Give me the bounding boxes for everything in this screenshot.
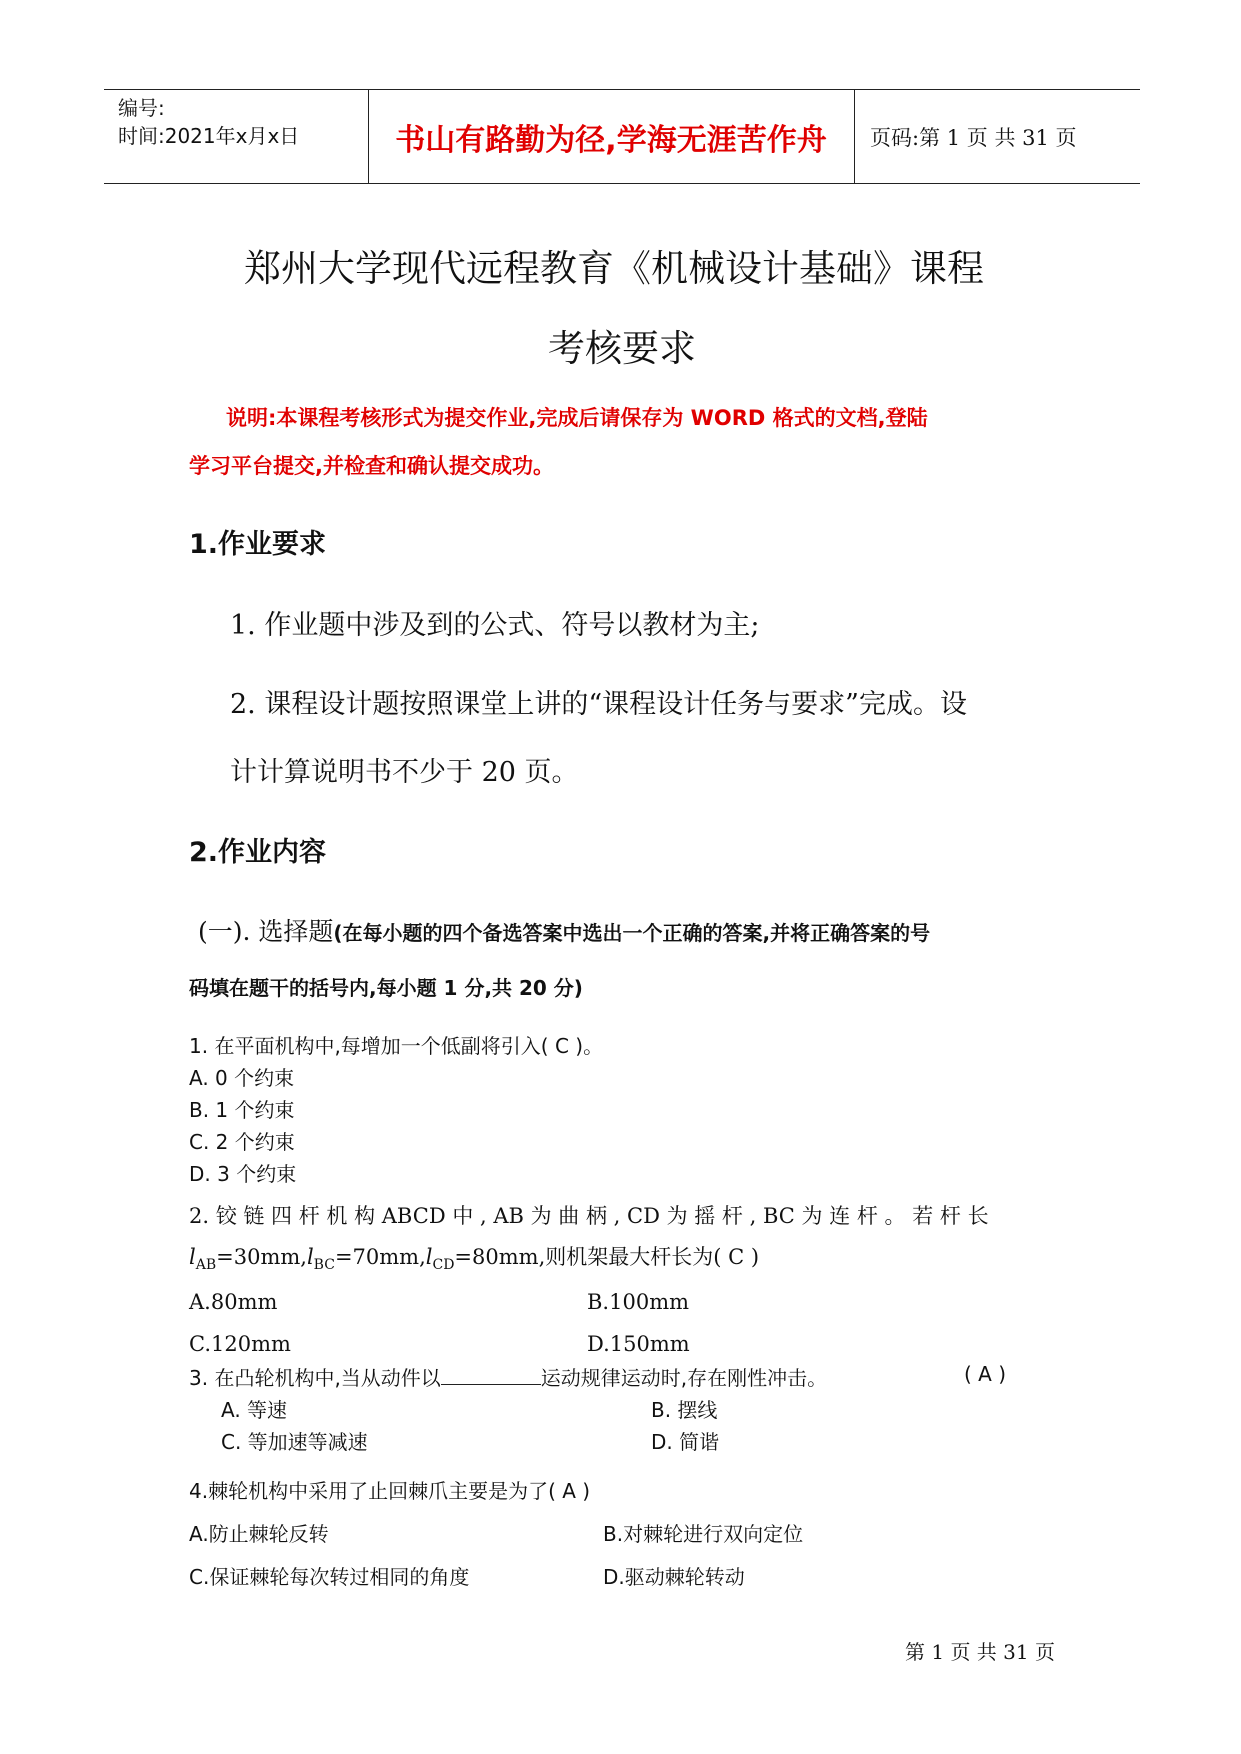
question-2-option-b: B.100mm — [587, 1290, 690, 1314]
question-2-stem-line1: 2. 铰 链 四 杆 机 构 ABCD 中 , AB 为 曲 柄 , CD 为 摇 杆 , BC 为 连 杆 。 若 杆 长 — [189, 1204, 989, 1228]
question-3-stem-before: 3. 在凸轮机构中,当从动件以 — [189, 1366, 441, 1390]
question-1-option-a: A. 0 个约束 — [189, 1066, 295, 1090]
question-2-option-c: C.120mm — [189, 1332, 291, 1356]
header-meta — [118, 94, 299, 150]
question-1-option-c: C. 2 个约束 — [189, 1130, 295, 1154]
question-4-stem: 4.棘轮机构中采用了止回棘爪主要是为了( A ) — [189, 1479, 591, 1503]
lab-subscript: AB — [195, 1257, 217, 1274]
lbc-subscript: BC — [313, 1257, 335, 1274]
question-3-stem-after: 运动规律运动时,存在刚性冲击。 — [540, 1366, 828, 1390]
page-footer: 第 1 页 共 31 页 — [905, 1640, 1055, 1664]
requirement-2-line1: 2. 课程设计题按照课堂上讲的“课程设计任务与要求”完成。设 — [230, 689, 967, 720]
lbc-value: =70mm, — [334, 1245, 426, 1269]
header-motto: 书山有路勤为径,学海无涯苦作舟 — [395, 122, 827, 158]
lcd-symbol: l — [425, 1245, 433, 1269]
header-divider-right — [854, 90, 855, 183]
question-4-option-d: D.驱动棘轮转动 — [603, 1565, 745, 1589]
question-2-option-d: D.150mm — [587, 1332, 690, 1356]
question-3-answer: ( A ) — [964, 1362, 1007, 1386]
question-1-option-b: B. 1 个约束 — [189, 1098, 295, 1122]
section2-heading: 2.作业内容 — [189, 837, 327, 868]
question-4-option-a: A.防止棘轮反转 — [189, 1522, 329, 1546]
question-2-option-a: A.80mm — [189, 1290, 278, 1314]
header-page-label: 页码:第 1 页 共 31 页 — [870, 125, 1077, 150]
choice-intro-instruction: (在每小题的四个备选答案中选出一个正确的答案,并将正确答案的号 — [333, 921, 931, 945]
notice-line2: 学习平台提交,并检查和确认提交成功。 — [189, 454, 554, 478]
question-1-stem: 1. 在平面机构中,每增加一个低副将引入( C )。 — [189, 1034, 604, 1058]
question-4-option-c: C.保证棘轮每次转过相同的角度 — [189, 1565, 470, 1589]
lab-value: =30mm, — [216, 1245, 307, 1269]
lbc-symbol: l — [306, 1245, 314, 1269]
requirement-1: 1. 作业题中涉及到的公式、符号以教材为主; — [230, 610, 760, 641]
lcd-subscript: CD — [432, 1257, 455, 1274]
header-number-label: 编号: — [118, 96, 165, 120]
question-4-option-b: B.对棘轮进行双向定位 — [603, 1522, 804, 1546]
section1-heading: 1.作业要求 — [189, 529, 327, 560]
question-3-option-d: D. 简谐 — [651, 1430, 720, 1454]
document-title-line1: 郑州大学现代远程教育《机械设计基础》课程 — [244, 247, 984, 290]
requirement-2-line2: 计计算说明书不少于 20 页。 — [230, 757, 579, 788]
question-3-blank — [441, 1366, 541, 1385]
question-2-stem-line2 — [189, 1241, 759, 1273]
choice-intro-label: (一). 选择题 — [198, 917, 334, 946]
lab-symbol: l — [189, 1245, 196, 1269]
question-3-option-c: C. 等加速等减速 — [221, 1430, 368, 1454]
question-1-option-d: D. 3 个约束 — [189, 1162, 297, 1186]
lcd-value: =80mm,则机架最大杆长为( C ) — [454, 1245, 760, 1269]
question-3-option-a: A. 等速 — [221, 1398, 288, 1422]
page-header — [104, 89, 1140, 184]
notice-line1: 说明:本课程考核形式为提交作业,完成后请保存为 WORD 格式的文档,登陆 — [226, 406, 928, 430]
question-3-stem — [189, 1362, 827, 1391]
question-3-option-b: B. 摆线 — [651, 1398, 718, 1422]
choice-intro-line1 — [198, 912, 930, 948]
header-time-label: 时间:2021年x月x日 — [118, 124, 300, 148]
choice-intro-line2: 码填在题干的括号内,每小题 1 分,共 20 分) — [189, 976, 583, 1000]
document-title-line2: 考核要求 — [548, 327, 696, 370]
